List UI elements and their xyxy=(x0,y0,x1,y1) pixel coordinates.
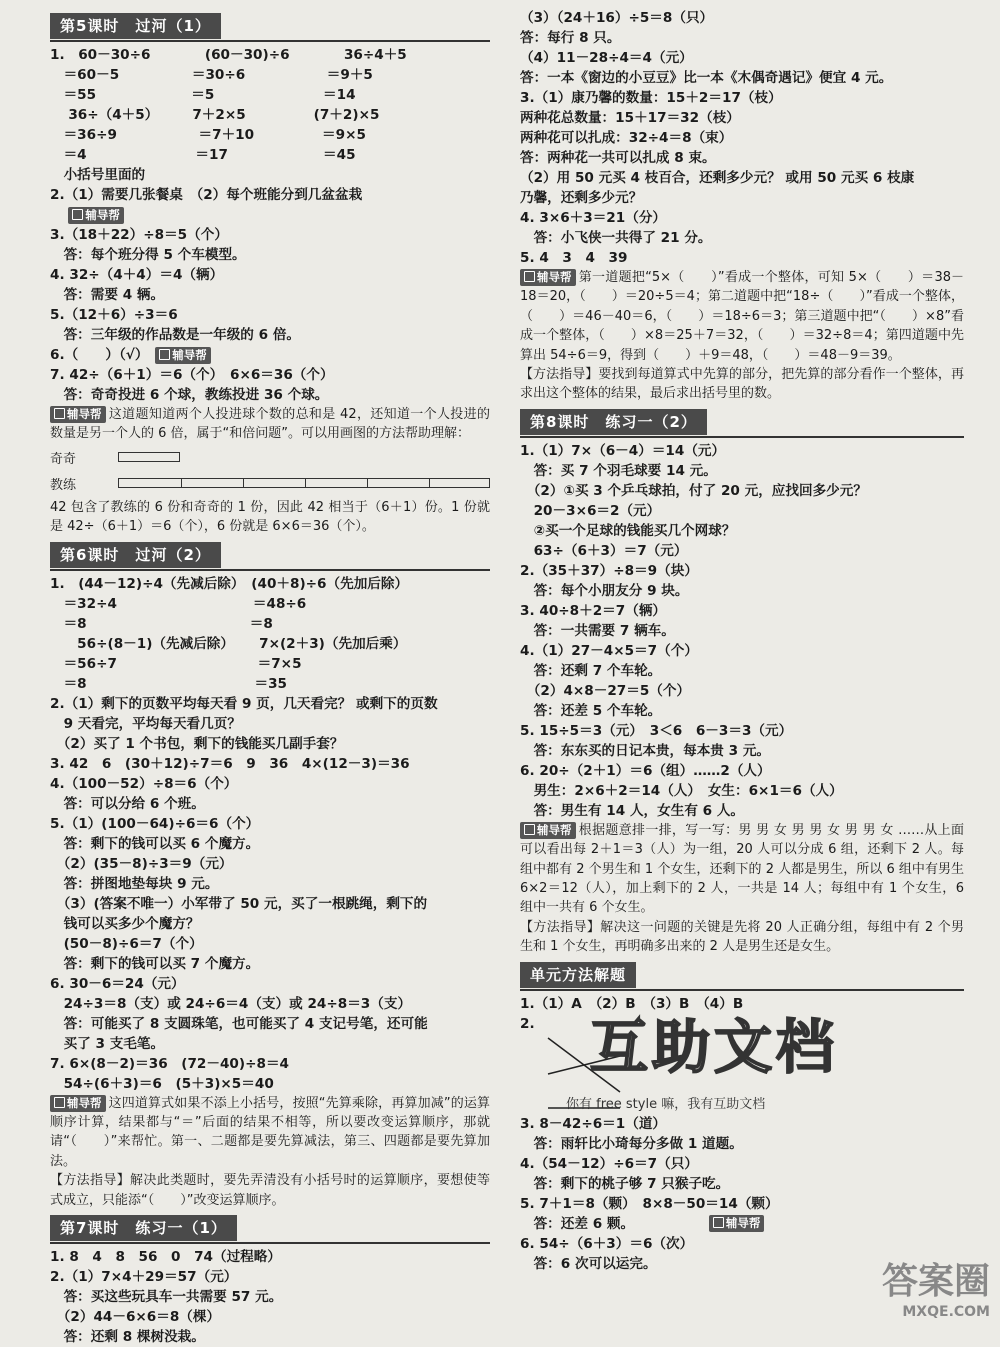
section-header-lesson7 xyxy=(50,1214,490,1244)
answer-line: 答：雨轩比小琦每分多做 1 道题。 xyxy=(520,1135,743,1152)
diagram-label-coach: 教练 xyxy=(50,477,77,493)
answer-line: 两种花可以扎成：32÷4＝8（束） xyxy=(520,130,733,146)
answer-line: 6. 20÷（2＋1）＝6（组）……2（人） xyxy=(520,762,771,779)
section-header-lesson5 xyxy=(50,12,490,42)
answer-line: 答：还差 6 颗。 辅导帮 xyxy=(520,1214,964,1234)
answer-line: 4.（1）27－4×5＝7（个） xyxy=(520,642,698,659)
answer-line: 答：拼图地垫每块 9 元。 xyxy=(50,875,219,892)
answer-line: 答：男生有 14 人，女生有 6 人。 xyxy=(520,802,745,819)
answer-line: （2）44－6×6＝8（棵） xyxy=(50,1309,221,1326)
method-note: 【方法指导】要找到每道算式中先算的部分，把先算的部分看作一个整体，再求出这个整体的结果，最后求出括号里的数。 xyxy=(520,367,964,402)
answer-line: 9 天看完，平均每天看几页？ xyxy=(50,715,241,732)
lesson7-answers xyxy=(50,1247,490,1347)
answer-line: 36÷（4＋5） 7＋2×5 (7＋2)×5 xyxy=(50,107,380,123)
answer-line: （4）11－28÷4＝4（元） xyxy=(520,50,693,66)
diagram-bar-qiqi xyxy=(118,452,180,462)
answer-line: ＝8 ＝35 xyxy=(50,675,288,692)
answer-line: 答：买 7 个羽毛球要 14 元。 xyxy=(520,462,717,479)
answer-line: 答：剩下的桃子够 7 只猴子吃。 xyxy=(520,1175,730,1192)
answer-line: 1.（1）7×（6－4）＝14（元） xyxy=(520,442,726,459)
answer-line: 小括号里面的 xyxy=(50,167,146,183)
answer-line: 63÷（6＋3）＝7（元） xyxy=(520,542,688,559)
answer-line: 5. 4 3 4 39 xyxy=(520,250,628,266)
answer-line: 男生：2×6＋2＝14（人） 女生：6×1＝6（人） xyxy=(520,782,843,799)
tutor-badge: 辅导帮 xyxy=(709,1215,765,1232)
answer-line: 答：需要 4 辆。 xyxy=(50,287,165,303)
answer-line: 2.（35＋37）÷8＝9（块） xyxy=(520,562,698,579)
answer-line: 答：三年级的作品数是一年级的 6 倍。 xyxy=(50,327,301,343)
answer-line: 1. 60－30÷6 (60－30)÷6 36÷4＋5 xyxy=(50,47,407,63)
book-icon xyxy=(54,1097,65,1108)
answer-line: 20－3×6＝2（元） xyxy=(520,502,661,519)
answer-line: 7. 42÷（6＋1）＝6（个） 6×6＝36（个） xyxy=(50,367,334,383)
answer-line: 4. 32÷（4＋4）＝4（辆） xyxy=(50,267,224,283)
answer-line: 答：奇奇投进 6 个球，教练投进 36 个球。 xyxy=(50,387,329,403)
answer-line: （3）(答案不唯一）小军带了 50 元，买了一根跳绳，剩下的 xyxy=(50,895,428,912)
answer-line: 答：可以分给 6 个班。 xyxy=(50,795,205,812)
answer-line: 6.（ ）（√） 辅导帮 xyxy=(50,345,490,365)
tutor-badge: 辅导帮 xyxy=(68,207,124,224)
answer-line: 答：还差 5 个车轮。 xyxy=(520,702,662,719)
answer-line: ＝56÷7 ＝7×5 xyxy=(50,655,302,672)
answer-line: ＝32÷4 ＝48÷6 xyxy=(50,595,307,612)
answer-line: 买了 3 支毛笔。 xyxy=(50,1035,165,1052)
answer-line: ②买一个足球的钱能买几个网球？ xyxy=(520,522,736,539)
answer-line: 3. 42 6 (30＋12)÷7＝6 9 36 4×(12－3)＝36 xyxy=(50,755,410,772)
answer-line: 答：一共需要 7 辆车。 xyxy=(520,622,675,639)
answer-line: 3. 8－42÷6＝1（道） xyxy=(520,1115,667,1132)
section-title: 第5课时 过河（1） xyxy=(50,13,221,39)
bar-diagram xyxy=(50,448,490,494)
answer-line: 答：还剩 8 棵树没栽。 xyxy=(50,1329,205,1346)
answer-line: （2）4×8－27＝5（个） xyxy=(520,682,691,699)
answer-line: 56÷(8－1)（先减后除） 7×(2＋3)（先加后乘） xyxy=(50,635,407,652)
badge-line xyxy=(50,205,490,225)
answer-line: ＝4 ＝17 ＝45 xyxy=(50,147,356,163)
tutor-note: 42 包含了教练的 6 份和奇奇的 1 份，因此 42 相当于（6＋1）份。1 份就是 42÷（6＋1）＝6（个），6 份就是 6×6＝36（个）。 xyxy=(50,499,490,535)
answer-line: 答：6 次可以运完。 xyxy=(520,1255,657,1272)
tutor-note: 辅导帮 这道题知道两个人投进球个数的总和是 42，还知道一个人投进的数量是另一个人的 6 倍，属于“和倍问题”。可以用画图的方法帮助理解： xyxy=(50,407,490,442)
lesson8-answers xyxy=(520,441,964,957)
answer-line: 答：剩下的钱可以买 7 个魔方。 xyxy=(50,955,260,972)
answer-line: ＝60－5 ＝30÷6 ＝9＋5 xyxy=(50,67,373,83)
tutor-note: 辅导帮 根据题意排一排，写一写：男 男 女 男 男 女 男 男 女 ……从上面可以看出每 2＋1＝3（人）为一组，20 人可以分成 6 组，还剩下 2 人。每组中都有 2 个男生和 1 个女生，还剩下的 2 人都是男生，所以 6 组中有男生 6×2＝12（人），加上剩下的 2 人，一共是 14 人；每组中有 1 个女生，6 组中一共有 6 个女生。 xyxy=(520,822,964,916)
book-icon xyxy=(54,408,65,419)
answer-line: 乃馨，还剩多少元？ xyxy=(520,190,643,206)
answer-line: 答：每行 8 只。 xyxy=(520,30,621,46)
site-url: MXQE.COM xyxy=(902,1304,990,1320)
answer-line: ＝8 ＝8 xyxy=(50,615,273,632)
answer-line: 24÷3＝8（支）或 24÷6＝4（支）或 24÷8＝3（支） xyxy=(50,995,412,1012)
tutor-note: 辅导帮 第一道题把“5×（ ）”看成一个整体，可知 5×（ ）＝38－18＝20，（ ）＝20÷5＝4；第二道题中把“18÷（ ）”看成一个整体，（ ）＝46－40＝6，（ ）＝18÷6＝3；第三道题中把“（ ）×8”看成一个整体，（ ）×8＝25＋7＝32，（ ）＝32÷8＝4；第四道题中先算出 54÷6＝9，得到（ ）＋9＝48，（ ）＝48－9＝39。 xyxy=(520,270,964,363)
answer-line: ＝55 ＝5 ＝14 xyxy=(50,87,356,103)
section-title: 第7课时 练习一（1） xyxy=(50,1215,237,1241)
answer-line: 答：每个班分得 5 个车模型。 xyxy=(50,247,246,263)
answer-line: 3.（18＋22）÷8＝5（个） xyxy=(50,227,228,243)
book-icon xyxy=(72,209,83,220)
answer-line: 钱可以买多少个魔方？ xyxy=(50,915,200,932)
method-note: 【方法指导】解决这一问题的关键是先将 20 人正确分组，每组中有 2 个男生和 1 个女生，再明确多出来的 2 人是男生还是女生。 xyxy=(520,919,964,955)
answer-line: 3. 40÷8＋2＝7（辆） xyxy=(520,602,667,619)
tutor-badge: 辅导帮 xyxy=(50,1095,106,1112)
answer-line: 1. (44－12)÷4（先减后除） (40＋8)÷6（先加后除） xyxy=(50,575,409,592)
answer-line: 1.（1）A （2）B （3）B （4）B xyxy=(520,995,744,1012)
diagram-label-qiqi: 奇奇 xyxy=(50,451,77,467)
lesson6-answers xyxy=(50,574,490,1210)
site-logo xyxy=(882,1253,990,1320)
answer-line: ＝36÷9 ＝7＋10 ＝9×5 xyxy=(50,127,366,143)
answer-line: 答：剩下的钱可以买 6 个魔方。 xyxy=(50,835,260,852)
answer-line: 54÷(6＋3)＝6 (5＋3)×5＝40 xyxy=(50,1075,274,1092)
answer-line: 5.（1）(100－64)÷6＝6（个） xyxy=(50,815,260,832)
book-icon xyxy=(524,271,535,282)
method-note: 【方法指导】解决此类题时，要先弄清没有小括号时的运算顺序，要想使等式成立，只能添“（ ）”改变运算顺序。 xyxy=(50,1173,490,1208)
answer-line: (50－8)÷6＝7（个） xyxy=(50,935,203,952)
tutor-badge: 辅导帮 xyxy=(50,406,106,423)
answer-line: 5.（12＋6）÷3＝6 xyxy=(50,307,178,323)
answer-line: 1. 8 4 8 56 0 74（过程略） xyxy=(50,1249,281,1266)
site-logo-text: 答案圈 xyxy=(881,1261,990,1302)
lesson7-cont-answers xyxy=(520,8,964,404)
watermark: 互助文档 xyxy=(590,1013,839,1081)
answer-line: 答：每个小朋友分 9 块。 xyxy=(520,582,689,599)
section-header-unit xyxy=(520,961,964,991)
answer-line: 4.（54－12）÷6＝7（只） xyxy=(520,1155,698,1172)
section-header-lesson6 xyxy=(50,541,490,571)
answer-line: 4.（100－52）÷8＝6（个） xyxy=(50,775,238,792)
tutor-note: 辅导帮 这四道算式如果不添上小括号，按照“先算乘除，再算加减”的运算顺序计算，结果都与“＝”后面的结果不相等，所以要改变运算顺序，那就请“（ ）”来帮忙。第一、二题都是要先算减法，第三、四题都是要先算加法。 xyxy=(50,1095,490,1169)
lesson5-answers xyxy=(50,45,490,537)
answer-line: 答：两种花一共可以扎成 8 束。 xyxy=(520,150,716,166)
tutor-badge: 辅导帮 xyxy=(520,822,576,839)
answer-line: 2.（1）剩下的页数平均每天看 9 页，几天看完？ 或剩下的页数 xyxy=(50,695,438,712)
section-title: 第8课时 练习一（2） xyxy=(520,409,707,435)
answer-line: （2）用 50 元买 4 枝百合，还剩多少元？ 或用 50 元买 6 枝康 xyxy=(520,170,915,186)
left-column xyxy=(50,8,490,1347)
answer-line: 答：可能买了 8 支圆珠笔，也可能买了 4 支记号笔，还可能 xyxy=(50,1015,428,1032)
answer-line: （2）①买 3 个乒乓球拍，付了 20 元，应找回多少元？ xyxy=(520,482,867,499)
answer-line: （2）(35－8)÷3＝9（元） xyxy=(50,855,233,872)
answer-line: 答：还剩 7 个车轮。 xyxy=(520,662,662,679)
answer-line: 2.（1）需要几张餐桌 （2）每个班能分到几盆盆栽 xyxy=(50,187,363,203)
tutor-badge: 辅导帮 xyxy=(520,269,576,286)
answer-line: 答：东东买的日记本贵，每本贵 3 元。 xyxy=(520,742,771,759)
diagram-bar-coach xyxy=(118,478,490,488)
answer-line: 5. 15÷5＝3（元） 3＜6 6－3＝3（元） xyxy=(520,722,793,739)
answer-line: 6. 54÷（6＋3）＝6（次） xyxy=(520,1235,694,1252)
book-icon xyxy=(159,349,170,360)
answer-line: 2. xyxy=(520,1015,535,1032)
section-header-lesson8 xyxy=(520,408,964,438)
section-title: 单元方法解题 xyxy=(520,962,636,988)
answer-line: 5. 7＋1＝8（颗） 8×8－50＝14（颗） xyxy=(520,1195,779,1212)
book-icon xyxy=(713,1217,724,1228)
answer-line: （2）买了 1 个书包，剩下的钱能买几副手套？ xyxy=(50,735,344,752)
answer-line: 3.（1）康乃馨的数量：15＋2＝17（枝） xyxy=(520,90,782,106)
tutor-badge: 辅导帮 xyxy=(155,347,211,364)
answer-line: 4. 3×6＋3＝21（分） xyxy=(520,210,667,226)
answer-line: 答：一本《窗边的小豆豆》比一本《木偶奇遇记》便宜 4 元。 xyxy=(520,70,893,86)
answer-line: 7. 6×(8－2)＝36 (72－40)÷8＝4 xyxy=(50,1055,289,1072)
answer-line: 6. 30－6＝24（元） xyxy=(50,975,185,992)
answer-line: （3）（24＋16）÷5＝8（只） xyxy=(520,10,714,26)
answer-line: 答：买这些玩具车一共需要 57 元。 xyxy=(50,1289,283,1306)
section-title: 第6课时 过河（2） xyxy=(50,542,221,568)
book-icon xyxy=(524,824,535,835)
watermark-subtitle: 你有 free style 嘛，我有互助文档 xyxy=(566,1097,766,1112)
answer-line: 答：小飞侠一共得了 21 分。 xyxy=(520,230,712,246)
answer-line: 两种花总数量：15＋17＝32（枝） xyxy=(520,110,740,126)
answer-line: 2.（1）7×4＋29＝57（元） xyxy=(50,1269,238,1286)
